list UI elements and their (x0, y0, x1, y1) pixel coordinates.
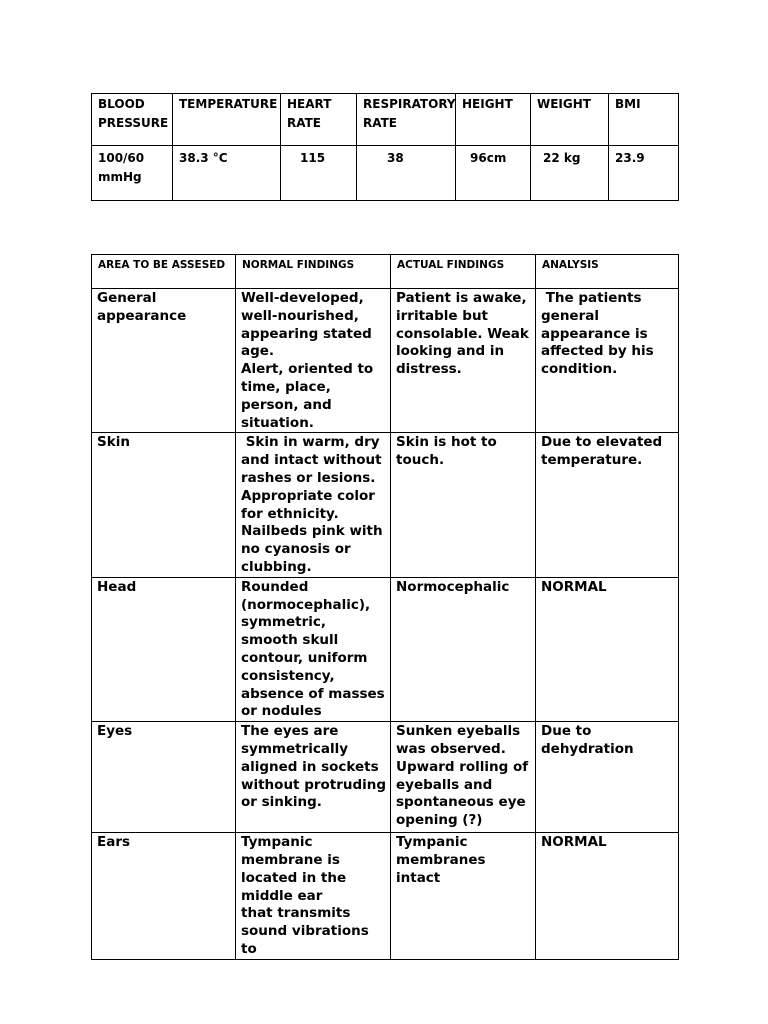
assessment-header-analysis: ANALYSIS (536, 255, 679, 289)
assessment-row-skin (92, 433, 679, 577)
physical-assessment-table (91, 254, 679, 960)
vitals-header-heart-rate: HEART RATE (281, 94, 357, 146)
area-cell: General appearance (92, 289, 236, 433)
area-cell: Skin (92, 433, 236, 577)
actual-findings-cell: Tympanic membranes intact (391, 833, 536, 960)
vitals-header-bmi: BMI (609, 94, 679, 146)
analysis-cell: Due to dehydration (536, 722, 679, 833)
area-cell: Head (92, 577, 236, 721)
normal-findings-cell: The eyes are symmetrically aligned in sockets without protruding or sinking. (236, 722, 391, 833)
analysis-cell: The patients general appearance is affected by his condition. (536, 289, 679, 433)
actual-findings-cell: Patient is awake, irritable but consolable. Weak looking and in distress. (391, 289, 536, 433)
vitals-value-weight: 22 kg (531, 146, 609, 201)
assessment-row-head (92, 577, 679, 721)
area-cell: Ears (92, 833, 236, 960)
area-cell: Eyes (92, 722, 236, 833)
analysis-cell: Due to elevated temperature. (536, 433, 679, 577)
assessment-row-ears (92, 833, 679, 960)
vital-signs-table (91, 93, 679, 201)
assessment-header-actual-findings: ACTUAL FINDINGS (391, 255, 536, 289)
normal-findings-cell: Rounded (normocephalic), symmetric, smooth skull contour, uniform consistency, absence of masses or nodules (236, 577, 391, 721)
vitals-header-temperature: TEMPERATURE (173, 94, 281, 146)
vitals-header-height: HEIGHT (456, 94, 531, 146)
vitals-value-bmi: 23.9 (609, 146, 679, 201)
normal-findings-cell: Skin in warm, dry and intact without rashes or lesions. Appropriate color for ethnicity. Nailbeds pink with no cyanosis or clubbing. (236, 433, 391, 577)
normal-findings-cell: Tympanic membrane is located in the middle ear that transmits sound vibrations to (236, 833, 391, 960)
analysis-cell: NORMAL (536, 577, 679, 721)
actual-findings-cell: Normocephalic (391, 577, 536, 721)
actual-findings-cell: Sunken eyeballs was observed. Upward rolling of eyeballs and spontaneous eye opening (?) (391, 722, 536, 833)
actual-findings-cell: Skin is hot to touch. (391, 433, 536, 577)
vitals-value-blood-pressure: 100/60 mmHg (92, 146, 173, 201)
vital-signs-header-row (92, 94, 679, 146)
analysis-cell: NORMAL (536, 833, 679, 960)
vital-signs-value-row (92, 146, 679, 201)
vitals-header-weight: WEIGHT (531, 94, 609, 146)
vitals-value-height: 96cm (456, 146, 531, 201)
vitals-value-temperature: 38.3 °C (173, 146, 281, 201)
assessment-header-row (92, 255, 679, 289)
vitals-value-heart-rate: 115 (281, 146, 357, 201)
assessment-header-normal-findings: NORMAL FINDINGS (236, 255, 391, 289)
vitals-header-respiratory-rate: RESPIRATORY RATE (357, 94, 456, 146)
assessment-row-eyes (92, 722, 679, 833)
assessment-header-area: AREA TO BE ASSESED (92, 255, 236, 289)
vitals-value-respiratory-rate: 38 (357, 146, 456, 201)
assessment-row-general-appearance (92, 289, 679, 433)
vitals-header-blood-pressure: BLOOD PRESSURE (92, 94, 173, 146)
normal-findings-cell: Well-developed, well-nourished, appearing stated age. Alert, oriented to time, place, person, and situation. (236, 289, 391, 433)
